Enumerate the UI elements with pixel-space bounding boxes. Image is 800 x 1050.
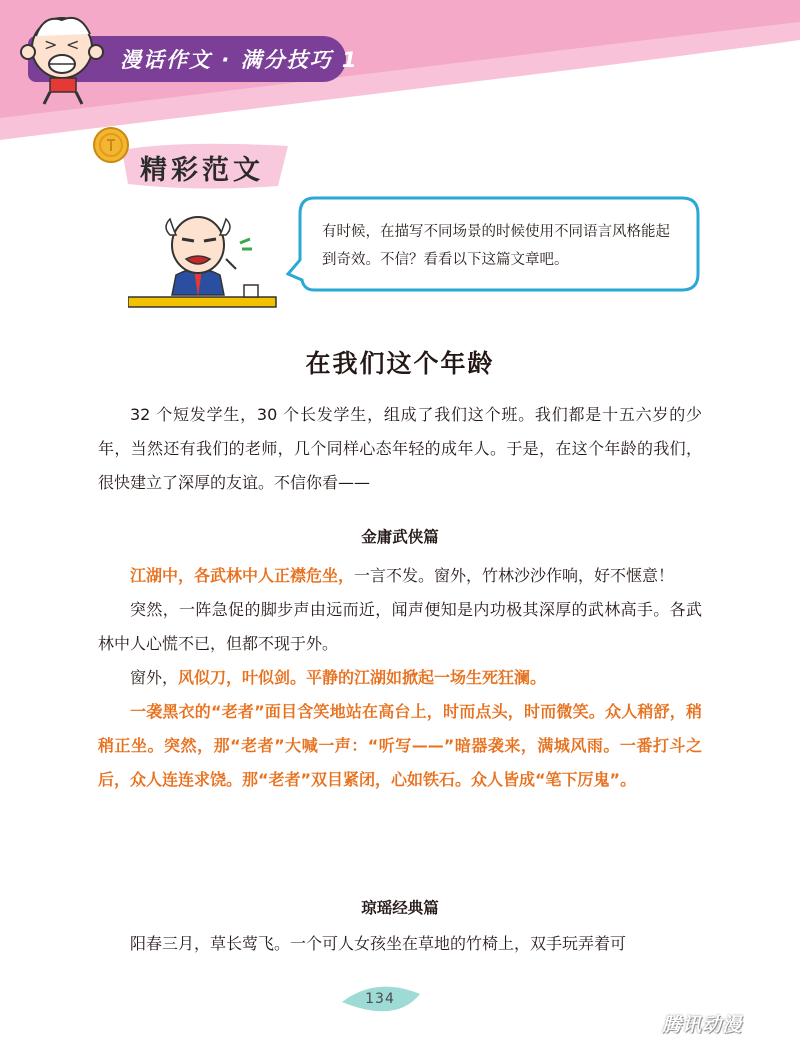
speech-bubble-text: 有时候，在描写不同场景的时候使用不同语言风格能起到奇效。不信？看看以下这篇文章吧。 xyxy=(322,224,670,268)
page-number: 134 xyxy=(365,991,395,1007)
section2-paragraph-1: 阳春三月，草长莺飞。一个可人女孩坐在草地的竹椅上，双手玩弄着可 xyxy=(130,934,627,953)
header-title: 漫话作文 · 满分技巧 1 xyxy=(120,48,359,72)
intro-paragraph: 32 个短发学生，30 个长发学生，组成了我们这个班。我们都是十五六岁的少年，当然还有我们的老师，几个同样心态年轻的成年人。于是，在这个年龄的我们，很快建立了深厚的友谊。不信你看—— xyxy=(98,405,702,492)
section2-body xyxy=(98,927,702,961)
section1-paragraph-3 xyxy=(98,661,702,695)
highlight-text: 风似刀，叶似剑。平静的江湖如掀起一场生死狂澜。 xyxy=(178,668,547,687)
highlight-text: 江湖中，各武林中人正襟危坐， xyxy=(130,566,355,585)
article-intro xyxy=(98,398,702,500)
section1-paragraph-2: 突然，一阵急促的脚步声由远而近，闻声便知是内功极其深厚的武林高手。各武林中人心慌不已，但都不现于外。 xyxy=(98,600,702,653)
section1-heading: 金庸武侠篇 xyxy=(361,528,439,546)
article-title: 在我们这个年龄 xyxy=(305,349,495,378)
paragraph-text: 一言不发。窗外，竹林沙沙作响，好不惬意！ xyxy=(354,566,675,585)
section1-paragraph-1 xyxy=(98,559,702,593)
section1-paragraph-4: 一袭黑衣的“老者”面目含笑地站在高台上，时而点头，时而微笑。众人稍舒，稍稍正坐。突然，那“老者”大喊一声：“听写——”暗器袭来，满城风雨。一番打斗之后，众人连连求饶。那“老者”双目紧闭，心如铁石。众人皆成“笔下厉鬼”。 xyxy=(98,702,702,789)
paragraph-text: 窗外， xyxy=(130,668,179,687)
boy-mascot-icon xyxy=(10,8,110,108)
section1-body xyxy=(98,559,702,797)
svg-text:<: < xyxy=(66,35,80,54)
watermark: 腾讯动漫 xyxy=(662,1014,743,1036)
section2-heading: 琼瑶经典篇 xyxy=(361,899,439,917)
svg-text:>: > xyxy=(44,35,58,54)
section-title: 精彩范文 xyxy=(140,155,264,186)
coin-icon xyxy=(92,126,130,164)
teacher-illustration xyxy=(128,205,278,323)
